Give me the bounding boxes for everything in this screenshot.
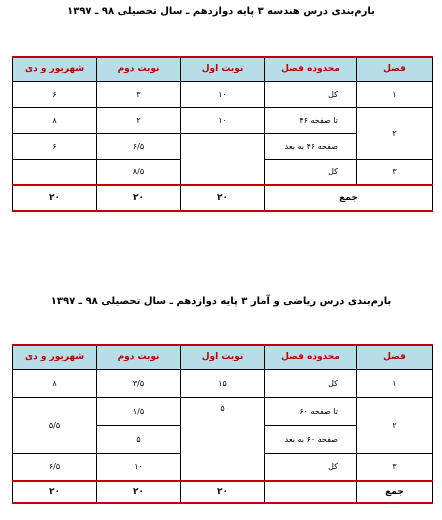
range-cell: کل	[265, 81, 357, 107]
range-cell: کل	[265, 453, 357, 481]
total-range-empty	[265, 481, 357, 503]
table-row	[13, 397, 433, 425]
total-label: جمع	[265, 185, 433, 211]
second-term-cell: ۸/۵	[97, 159, 181, 185]
summer-winter-cell: ۵/۵	[13, 397, 97, 453]
total-label: جمع	[357, 481, 433, 503]
chapter-cell: ۱	[357, 81, 433, 107]
range-cell: کل	[265, 369, 357, 397]
table1-grade-distribution	[12, 56, 433, 212]
total-summer-winter: ۲۰	[13, 481, 97, 503]
range-cell: صفحه ۴۶ به بعد	[265, 133, 357, 159]
first-term-cell: ۵	[181, 397, 265, 481]
total-first-term: ۲۰	[181, 185, 265, 211]
header-chapter-range: محدوده فصل	[265, 345, 357, 369]
header-second-term: نوبت دوم	[97, 57, 181, 81]
range-cell: صفحه ۶۰ به بعد	[265, 425, 357, 453]
table1-title: بارم‌بندی درس هندسه ۳ پایه دوازدهم ـ سال تحصیلی ۹۸ ـ ۱۳۹۷	[67, 6, 375, 17]
second-term-cell: ۲	[97, 107, 181, 133]
table1-header-row	[13, 57, 433, 81]
header-chapter: فصل	[357, 57, 433, 81]
second-term-cell: ۳	[97, 81, 181, 107]
table2-title: بارم‌بندی درس ریاضی و آمار ۳ پایه دوازدهم ـ سال تحصیلی ۹۸ ـ ۱۳۹۷	[50, 296, 392, 307]
total-second-term: ۲۰	[97, 185, 181, 211]
table-row	[13, 107, 433, 133]
total-summer-winter: ۲۰	[13, 185, 97, 211]
range-cell: کل	[265, 159, 357, 185]
total-first-term: ۲۰	[181, 481, 265, 503]
first-term-cell: ۱۰	[181, 107, 265, 133]
table2-header-row	[13, 345, 433, 369]
chapter-cell: ۲	[357, 107, 433, 159]
first-term-cell: ۱۰	[181, 81, 265, 107]
header-second-term: نوبت دوم	[97, 345, 181, 369]
header-chapter: فصل	[357, 345, 433, 369]
summer-winter-cell: ۸	[13, 107, 97, 133]
summer-winter-cell: ۸	[13, 369, 97, 397]
second-term-cell: ۵	[97, 425, 181, 453]
table2-grade-distribution	[12, 344, 433, 504]
second-term-cell: ۱۰	[97, 453, 181, 481]
chapter-cell: ۲	[357, 397, 433, 453]
total-second-term: ۲۰	[97, 481, 181, 503]
header-first-term: نوبت اول	[181, 57, 265, 81]
summer-winter-cell	[13, 159, 97, 185]
header-chapter-range: محدوده فصل	[265, 57, 357, 81]
chapter-cell: ۱	[357, 369, 433, 397]
table1-total-row	[13, 185, 433, 211]
header-summer-winter: شهریور و دی	[13, 57, 97, 81]
second-term-cell: ۱/۵	[97, 397, 181, 425]
first-term-cell: ۱۵	[181, 369, 265, 397]
second-term-cell: ۶/۵	[97, 133, 181, 159]
table2-total-row	[13, 481, 433, 503]
range-cell: تا صفحه ۴۶	[265, 107, 357, 133]
chapter-cell: ۳	[357, 453, 433, 481]
summer-winter-cell: ۶	[13, 133, 97, 159]
header-summer-winter: شهریور و دی	[13, 345, 97, 369]
second-term-cell: ۳/۵	[97, 369, 181, 397]
chapter-cell: ۳	[357, 159, 433, 185]
table-row	[13, 81, 433, 107]
summer-winter-cell: ۶/۵	[13, 453, 97, 481]
summer-winter-cell: ۶	[13, 81, 97, 107]
first-term-cell	[181, 133, 265, 185]
table-row	[13, 369, 433, 397]
header-first-term: نوبت اول	[181, 345, 265, 369]
range-cell: تا صفحه ۶۰	[265, 397, 357, 425]
